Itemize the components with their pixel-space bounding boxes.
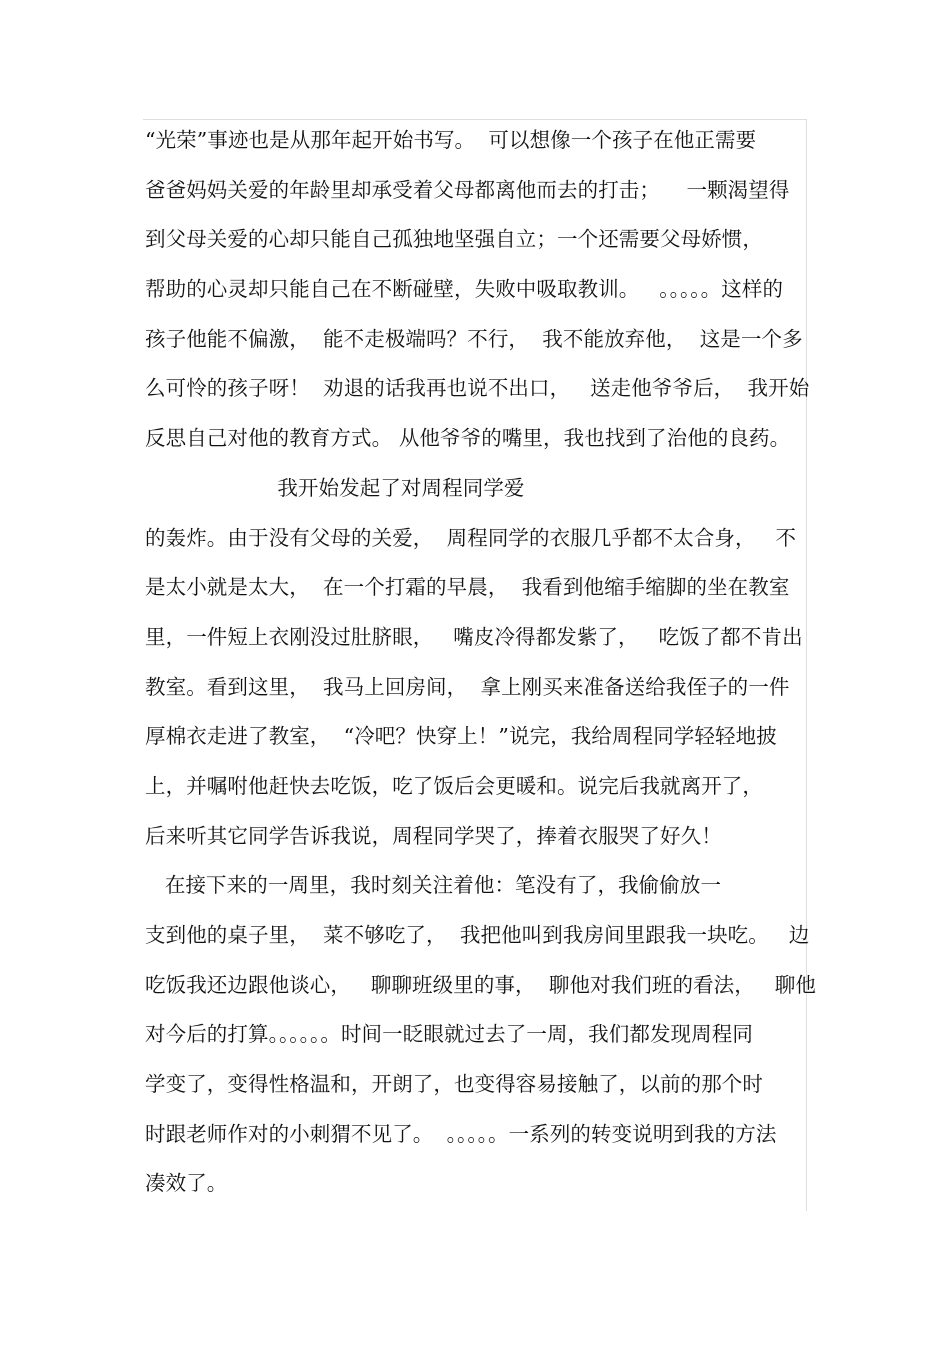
text-line: 后来听其它同学告诉我说，周程同学哭了，捧着衣服哭了好久！	[145, 823, 722, 848]
text-line: 孩子他能不偏激， 能不走极端吗？不行， 我不能放弃他， 这是一个多	[145, 326, 803, 351]
text-line: 厚棉衣走进了教室， “冷吧？快穿上！”说完，我给周程同学轻轻地披	[145, 724, 777, 749]
text-line: 到父母关爱的心却只能自己孤独地坚强自立；一个还需要父母娇惯，	[145, 227, 763, 252]
text-line: 是太小就是太大， 在一个打霜的早晨， 我看到他缩手缩脚的坐在教室	[145, 575, 790, 600]
text-line: 凑效了。	[145, 1171, 228, 1196]
text-line: 对今后的打算。。。。。。时间一眨眼就过去了一周，我们都发现周程同	[145, 1022, 753, 1047]
text-line: “光荣”事迹也是从那年起开始书写。 可以想像一个孩子在他正需要	[145, 128, 757, 152]
text-line: 帮助的心灵却只能自己在不断碰壁，失败中吸取教训。 。。。。。这样的	[145, 277, 784, 302]
text-line: 学变了，变得性格温和，开朗了，也变得容易接触了，以前的那个时	[145, 1072, 763, 1097]
text-line: 我开始发起了对周程同学爱	[145, 475, 525, 500]
text-line: 时跟老师作对的小刺猬不见了。 。。。。。一系列的转变说明到我的方法	[145, 1121, 777, 1146]
text-line: 的轰炸。由于没有父母的关爱， 周程同学的衣服几乎都不太合身， 不	[145, 525, 797, 550]
text-line: 么可怜的孩子呀！ 劝退的话我再也说不出口， 送走他爷爷后， 我开始	[145, 376, 810, 401]
text-line: 吃饭我还边跟他谈心， 聊聊班级里的事， 聊他对我们班的看法， 聊他	[145, 972, 816, 997]
document-body	[145, 116, 825, 1209]
text-line: 在接下来的一周里，我时刻关注着他：笔没有了，我偷偷放一	[145, 873, 722, 898]
text-line: 教室。看到这里， 我马上回房间， 拿上刚买来准备送给我侄子的一件	[145, 674, 790, 699]
text-line: 上，并嘱咐他赶快去吃饭，吃了饭后会更暖和。说完后我就离开了，	[145, 773, 763, 798]
text-line: 里，一件短上衣刚没过肚脐眼， 嘴皮冷得都发紫了， 吃饭了都不肯出	[145, 624, 803, 649]
text-line: 支到他的桌子里， 菜不够吃了， 我把他叫到我房间里跟我一块吃。 边	[145, 923, 810, 947]
text-line: 反思自己对他的教育方式。 从他爷爷的嘴里，我也找到了治他的良药。	[145, 426, 791, 451]
text-line: 爸爸妈妈关爱的年龄里却承受着父母都离他而去的打击； 一颗渴望得	[145, 177, 790, 202]
